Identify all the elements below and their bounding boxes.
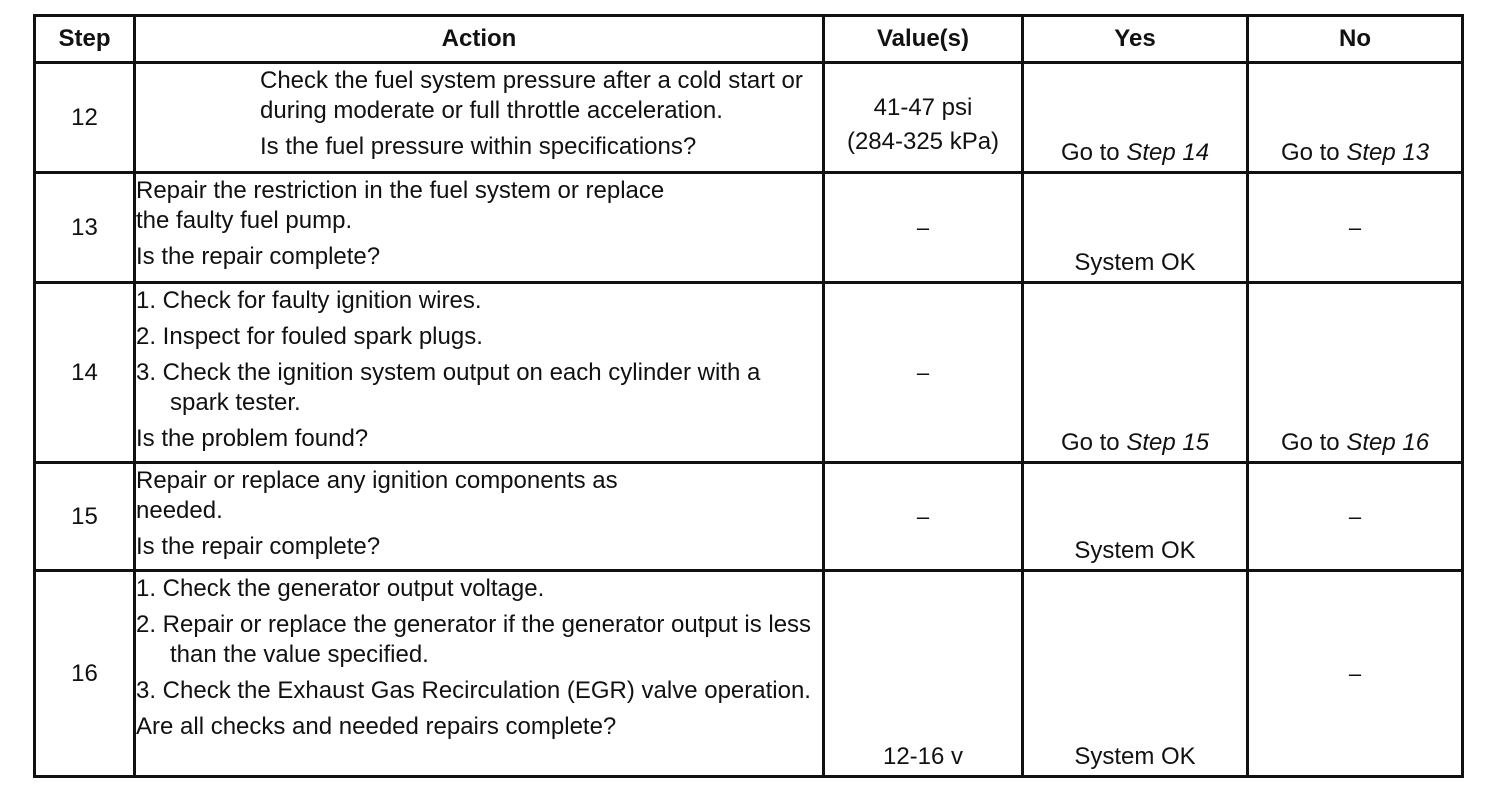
- yes-text: System OK: [1074, 743, 1196, 770]
- action-cell: [135, 571, 824, 777]
- value-text: –: [916, 214, 930, 240]
- no-text: –: [1348, 503, 1362, 529]
- header-step: Step: [35, 16, 135, 63]
- value-cell: [824, 63, 1023, 173]
- action-line: needed.: [136, 497, 223, 524]
- action-item: 2. Inspect for fouled spark plugs.: [136, 323, 483, 350]
- diagnostic-table: [33, 14, 1464, 778]
- value-cell: [824, 571, 1023, 777]
- no-prefix: Go to: [1280, 139, 1347, 166]
- action-question: Is the problem found?: [136, 425, 369, 452]
- action-line: Repair the restriction in the fuel system or replace: [136, 177, 665, 204]
- table-row: [35, 63, 1463, 173]
- no-cell: [1248, 571, 1463, 777]
- action-cell: [135, 173, 824, 283]
- step-number: 14: [35, 283, 135, 463]
- step-number: 13: [35, 173, 135, 283]
- no-cell: [1248, 463, 1463, 571]
- value-line: (284-325 kPa): [846, 127, 1000, 155]
- value-cell: [824, 283, 1023, 463]
- table-row: [35, 283, 1463, 463]
- yes-cell: [1023, 63, 1248, 173]
- yes-text: System OK: [1074, 537, 1196, 564]
- action-cell: [135, 463, 824, 571]
- header-row: [35, 16, 1463, 63]
- value-text: –: [916, 359, 930, 385]
- no-text: –: [1348, 660, 1362, 686]
- header-action: Action: [135, 16, 824, 63]
- step-number: 15: [35, 463, 135, 571]
- value-cell: [824, 463, 1023, 571]
- yes-cell: [1023, 173, 1248, 283]
- table-row: [35, 463, 1463, 571]
- step-number: 16: [35, 571, 135, 777]
- value-line: 41-47 psi: [873, 93, 973, 121]
- value-text: –: [916, 503, 930, 529]
- yes-cell: [1023, 571, 1248, 777]
- no-prefix: Go to: [1280, 429, 1347, 456]
- no-step-ref: Step 13: [1346, 139, 1430, 166]
- action-question: Are all checks and needed repairs complete?: [136, 713, 617, 740]
- table-row: [35, 571, 1463, 777]
- yes-prefix: Go to: [1060, 139, 1127, 166]
- value-text: 12-16 v: [882, 743, 964, 770]
- action-line: during moderate or full throttle acceleration.: [260, 97, 723, 124]
- action-item: 1. Check for faulty ignition wires.: [136, 287, 482, 314]
- action-item: 1. Check the generator output voltage.: [136, 575, 545, 602]
- no-cell: [1248, 173, 1463, 283]
- header-values: Value(s): [824, 16, 1023, 63]
- yes-cell: [1023, 283, 1248, 463]
- yes-text: System OK: [1074, 249, 1196, 276]
- action-question: Is the fuel pressure within specifications?: [260, 133, 697, 160]
- action-item: 2. Repair or replace the generator if the generator output is less than the value specified.: [136, 611, 812, 668]
- no-cell: [1248, 283, 1463, 463]
- action-item: 3. Check the Exhaust Gas Recirculation (EGR) valve operation.: [136, 677, 811, 704]
- yes-step-ref: Step 14: [1126, 139, 1210, 166]
- action-cell: [135, 283, 824, 463]
- yes-prefix: Go to: [1060, 429, 1127, 456]
- no-step-ref: Step 16: [1346, 429, 1430, 456]
- yes-step-ref: Step 15: [1126, 429, 1210, 456]
- action-line: Repair or replace any ignition components as: [136, 467, 618, 494]
- header-yes: Yes: [1023, 16, 1248, 63]
- action-cell: [135, 63, 824, 173]
- header-no: No: [1248, 16, 1463, 63]
- action-line: the faulty fuel pump.: [136, 207, 353, 234]
- action-question: Is the repair complete?: [136, 243, 381, 270]
- table-row: [35, 173, 1463, 283]
- value-cell: [824, 173, 1023, 283]
- step-number: 12: [35, 63, 135, 173]
- action-question: Is the repair complete?: [136, 533, 381, 560]
- yes-cell: [1023, 463, 1248, 571]
- action-item: 3. Check the ignition system output on each cylinder with a spark tester.: [136, 359, 761, 416]
- action-line: Check the fuel system pressure after a cold start or: [260, 67, 803, 94]
- no-cell: [1248, 63, 1463, 173]
- no-text: –: [1348, 214, 1362, 240]
